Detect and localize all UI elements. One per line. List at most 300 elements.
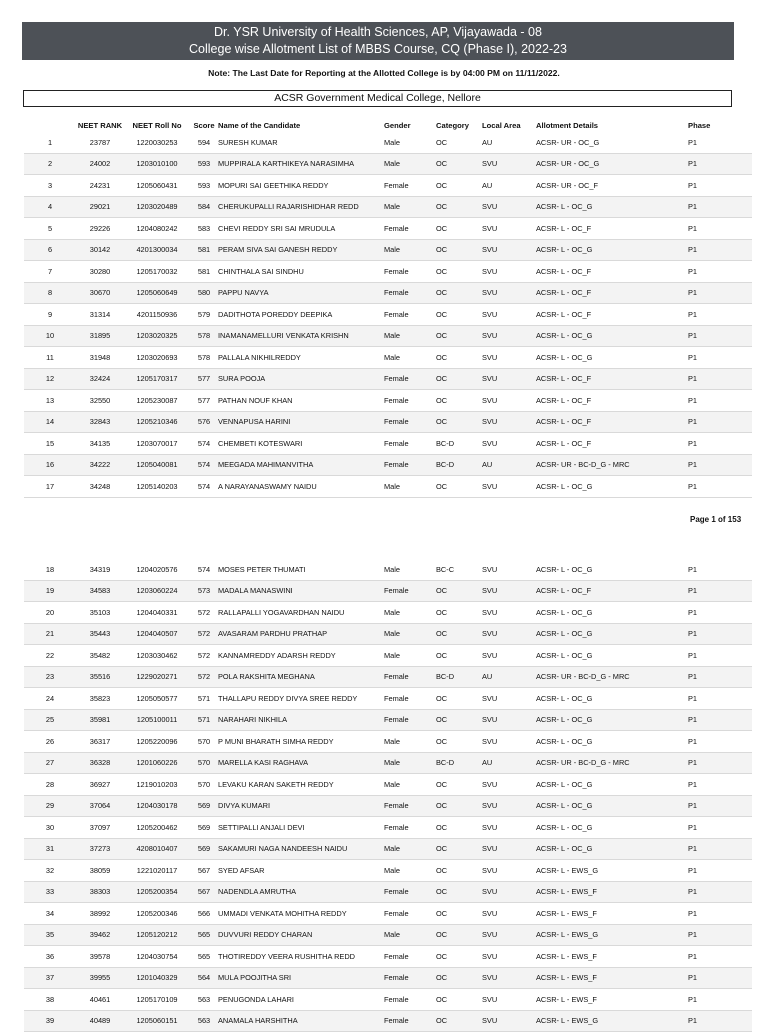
- cell-allotment-details: ACSR- L - OC_G: [536, 795, 688, 817]
- cell-phase: P1: [688, 261, 752, 283]
- cell-allotment-details: ACSR- L - EWS_F: [536, 881, 688, 903]
- cell-candidate-name: AVASARAM PARDHU PRATHAP: [218, 623, 384, 645]
- cell-allotment-details: ACSR- UR - BC-D_G - MRC: [536, 454, 688, 476]
- cell-candidate-name: SURA POOJA: [218, 368, 384, 390]
- cell-neet-rank: 24002: [76, 153, 124, 175]
- cell-allotment-details: ACSR- L - OC_F: [536, 261, 688, 283]
- table-row: [24, 368, 752, 390]
- cell-gender: Female: [384, 709, 436, 731]
- cell-neet-rank: 30142: [76, 239, 124, 261]
- cell-neet-rank: 36328: [76, 752, 124, 774]
- table-row: [24, 218, 752, 240]
- cell-score: 570: [190, 731, 218, 753]
- cell-gender: Female: [384, 411, 436, 433]
- cell-local-area: SVU: [482, 924, 536, 946]
- cell-candidate-name: CHEVI REDDY SRI SAI MRUDULA: [218, 218, 384, 240]
- cell-phase: P1: [688, 175, 752, 197]
- cell-gender: Male: [384, 132, 436, 153]
- cell-local-area: SVU: [482, 368, 536, 390]
- cell-phase: P1: [688, 304, 752, 326]
- cell-local-area: SVU: [482, 325, 536, 347]
- cell-sno: 21: [24, 623, 76, 645]
- cell-sno: 22: [24, 645, 76, 667]
- cell-gender: Female: [384, 218, 436, 240]
- cell-local-area: SVU: [482, 433, 536, 455]
- col-header-gender: Gender: [384, 120, 411, 130]
- cell-category: OC: [436, 325, 482, 347]
- cell-sno: 3: [24, 175, 76, 197]
- cell-gender: Female: [384, 688, 436, 710]
- cell-category: BC-D: [436, 433, 482, 455]
- cell-phase: P1: [688, 153, 752, 175]
- cell-allotment-details: ACSR- L - OC_G: [536, 731, 688, 753]
- cell-sno: 4: [24, 196, 76, 218]
- cell-phase: P1: [688, 688, 752, 710]
- cell-gender: Female: [384, 817, 436, 839]
- cell-neet-roll-no: 4201150936: [124, 304, 190, 326]
- col-header-neet-roll-no: NEET Roll No: [132, 120, 182, 130]
- cell-gender: Female: [384, 946, 436, 968]
- cell-neet-rank: 35823: [76, 688, 124, 710]
- cell-sno: 5: [24, 218, 76, 240]
- cell-phase: P1: [688, 946, 752, 968]
- cell-gender: Female: [384, 666, 436, 688]
- cell-score: 581: [190, 239, 218, 261]
- cell-gender: Male: [384, 752, 436, 774]
- cell-candidate-name: DIVYA KUMARI: [218, 795, 384, 817]
- cell-neet-rank: 39955: [76, 967, 124, 989]
- table-row: [24, 817, 752, 839]
- cell-neet-roll-no: 1204040331: [124, 602, 190, 624]
- col-header-category: Category: [436, 120, 469, 130]
- cell-candidate-name: LEVAKU KARAN SAKETH REDDY: [218, 774, 384, 796]
- cell-sno: 7: [24, 261, 76, 283]
- cell-phase: P1: [688, 881, 752, 903]
- cell-category: OC: [436, 709, 482, 731]
- cell-neet-roll-no: 1201060226: [124, 752, 190, 774]
- cell-category: BC-C: [436, 559, 482, 580]
- cell-score: 574: [190, 433, 218, 455]
- cell-candidate-name: THOTIREDDY VEERA RUSHITHA REDD: [218, 946, 384, 968]
- table-row: [24, 666, 752, 688]
- cell-local-area: SVU: [482, 860, 536, 882]
- table-row: [24, 903, 752, 925]
- cell-category: OC: [436, 817, 482, 839]
- cell-neet-rank: 23787: [76, 132, 124, 153]
- cell-phase: P1: [688, 924, 752, 946]
- cell-phase: P1: [688, 645, 752, 667]
- cell-category: OC: [436, 946, 482, 968]
- cell-neet-rank: 34319: [76, 559, 124, 580]
- cell-phase: P1: [688, 817, 752, 839]
- cell-category: OC: [436, 688, 482, 710]
- table-row: [24, 580, 752, 602]
- cell-neet-rank: 30280: [76, 261, 124, 283]
- cell-local-area: SVU: [482, 881, 536, 903]
- cell-candidate-name: MARELLA KASI RAGHAVA: [218, 752, 384, 774]
- cell-neet-roll-no: 1219010203: [124, 774, 190, 796]
- cell-sno: 16: [24, 454, 76, 476]
- cell-neet-rank: 24231: [76, 175, 124, 197]
- cell-phase: P1: [688, 282, 752, 304]
- cell-local-area: SVU: [482, 347, 536, 369]
- cell-neet-rank: 38992: [76, 903, 124, 925]
- cell-score: 565: [190, 946, 218, 968]
- cell-candidate-name: PAPPU NAVYA: [218, 282, 384, 304]
- cell-allotment-details: ACSR- L - OC_G: [536, 645, 688, 667]
- table-row: [24, 261, 752, 283]
- table-row: [24, 774, 752, 796]
- cell-local-area: SVU: [482, 623, 536, 645]
- cell-score: 570: [190, 774, 218, 796]
- cell-neet-roll-no: 1203020693: [124, 347, 190, 369]
- cell-candidate-name: PALLALA NIKHILREDDY: [218, 347, 384, 369]
- cell-neet-rank: 29226: [76, 218, 124, 240]
- cell-gender: Male: [384, 347, 436, 369]
- cell-phase: P1: [688, 433, 752, 455]
- cell-score: 574: [190, 559, 218, 580]
- cell-local-area: AU: [482, 175, 536, 197]
- cell-allotment-details: ACSR- L - OC_G: [536, 239, 688, 261]
- cell-score: 564: [190, 967, 218, 989]
- cell-neet-rank: 40461: [76, 989, 124, 1011]
- cell-local-area: SVU: [482, 390, 536, 412]
- cell-candidate-name: PERAM SIVA SAI GANESH REDDY: [218, 239, 384, 261]
- cell-allotment-details: ACSR- L - OC_G: [536, 559, 688, 580]
- cell-gender: Male: [384, 196, 436, 218]
- cell-candidate-name: PENUGONDA LAHARI: [218, 989, 384, 1011]
- cell-neet-roll-no: 1205200354: [124, 881, 190, 903]
- cell-phase: P1: [688, 559, 752, 580]
- cell-candidate-name: THALLAPU REDDY DIVYA SREE REDDY: [218, 688, 384, 710]
- cell-phase: P1: [688, 795, 752, 817]
- cell-local-area: SVU: [482, 838, 536, 860]
- cell-local-area: SVU: [482, 196, 536, 218]
- cell-score: 571: [190, 709, 218, 731]
- cell-phase: P1: [688, 390, 752, 412]
- cell-neet-rank: 34248: [76, 476, 124, 498]
- cell-neet-rank: 34135: [76, 433, 124, 455]
- cell-gender: Female: [384, 580, 436, 602]
- cell-neet-rank: 40489: [76, 1010, 124, 1032]
- cell-allotment-details: ACSR- L - EWS_F: [536, 989, 688, 1011]
- page-number: Page 1 of 153: [690, 515, 742, 524]
- cell-score: 579: [190, 304, 218, 326]
- cell-local-area: SVU: [482, 153, 536, 175]
- cell-candidate-name: SURESH KUMAR: [218, 132, 384, 153]
- cell-sno: 20: [24, 602, 76, 624]
- cell-neet-roll-no: 1205170109: [124, 989, 190, 1011]
- allotment-table-page-1: [24, 118, 752, 498]
- table-row: [24, 602, 752, 624]
- cell-candidate-name: NARAHARI NIKHILA: [218, 709, 384, 731]
- table-row: [24, 476, 752, 498]
- cell-gender: Female: [384, 261, 436, 283]
- cell-category: OC: [436, 239, 482, 261]
- cell-allotment-details: ACSR- L - EWS_F: [536, 903, 688, 925]
- cell-sno: 30: [24, 817, 76, 839]
- cell-gender: Female: [384, 175, 436, 197]
- cell-allotment-details: ACSR- L - EWS_F: [536, 967, 688, 989]
- cell-neet-roll-no: 1203020325: [124, 325, 190, 347]
- col-header-allotment-details: Allotment Details: [536, 120, 599, 130]
- cell-sno: 36: [24, 946, 76, 968]
- cell-category: OC: [436, 175, 482, 197]
- cell-allotment-details: ACSR- UR - OC_F: [536, 175, 688, 197]
- cell-neet-roll-no: 1204080242: [124, 218, 190, 240]
- cell-local-area: SVU: [482, 989, 536, 1011]
- cell-gender: Female: [384, 795, 436, 817]
- cell-candidate-name: MOSES PETER THUMATI: [218, 559, 384, 580]
- col-header-phase: Phase: [688, 120, 711, 130]
- table-row: [24, 860, 752, 882]
- table-row: [24, 731, 752, 753]
- cell-category: OC: [436, 153, 482, 175]
- cell-allotment-details: ACSR- L - OC_G: [536, 347, 688, 369]
- cell-candidate-name: SYED AFSAR: [218, 860, 384, 882]
- cell-score: 571: [190, 688, 218, 710]
- cell-candidate-name: SAKAMURI NAGA NANDEESH NAIDU: [218, 838, 384, 860]
- table-row: [24, 196, 752, 218]
- table-row: [24, 153, 752, 175]
- cell-allotment-details: ACSR- L - OC_F: [536, 433, 688, 455]
- col-header-score: Score: [193, 120, 215, 130]
- cell-category: OC: [436, 218, 482, 240]
- cell-candidate-name: MADALA MANASWINI: [218, 580, 384, 602]
- cell-neet-rank: 29021: [76, 196, 124, 218]
- cell-neet-roll-no: 1203060224: [124, 580, 190, 602]
- cell-category: OC: [436, 602, 482, 624]
- col-header-neet-rank: NEET RANK: [77, 120, 123, 130]
- cell-neet-rank: 35981: [76, 709, 124, 731]
- college-name-box: ACSR Government Medical College, Nellore: [23, 90, 732, 107]
- cell-neet-rank: 32424: [76, 368, 124, 390]
- cell-candidate-name: UMMADI VENKATA MOHITHA REDDY: [218, 903, 384, 925]
- cell-allotment-details: ACSR- L - OC_G: [536, 325, 688, 347]
- cell-neet-roll-no: 1204030754: [124, 946, 190, 968]
- cell-local-area: SVU: [482, 967, 536, 989]
- cell-candidate-name: VENNAPUSA HARINI: [218, 411, 384, 433]
- cell-local-area: SVU: [482, 731, 536, 753]
- cell-neet-roll-no: 1205200462: [124, 817, 190, 839]
- cell-allotment-details: ACSR- L - EWS_G: [536, 860, 688, 882]
- cell-allotment-details: ACSR- UR - BC-D_G - MRC: [536, 752, 688, 774]
- cell-gender: Male: [384, 623, 436, 645]
- cell-category: OC: [436, 282, 482, 304]
- table-row: [24, 325, 752, 347]
- cell-neet-rank: 35443: [76, 623, 124, 645]
- table-row: [24, 752, 752, 774]
- cell-phase: P1: [688, 989, 752, 1011]
- cell-gender: Male: [384, 731, 436, 753]
- cell-phase: P1: [688, 196, 752, 218]
- cell-category: OC: [436, 1010, 482, 1032]
- cell-neet-roll-no: 1205060151: [124, 1010, 190, 1032]
- cell-phase: P1: [688, 580, 752, 602]
- cell-score: 573: [190, 580, 218, 602]
- cell-neet-rank: 35482: [76, 645, 124, 667]
- cell-phase: P1: [688, 709, 752, 731]
- cell-allotment-details: ACSR- L - EWS_G: [536, 1010, 688, 1032]
- cell-sno: 38: [24, 989, 76, 1011]
- cell-allotment-details: ACSR- L - OC_G: [536, 838, 688, 860]
- cell-neet-rank: 32843: [76, 411, 124, 433]
- table-row: [24, 967, 752, 989]
- cell-neet-roll-no: 1205230087: [124, 390, 190, 412]
- cell-category: OC: [436, 261, 482, 283]
- cell-gender: Male: [384, 924, 436, 946]
- cell-neet-roll-no: 1205060431: [124, 175, 190, 197]
- cell-neet-roll-no: 1205170317: [124, 368, 190, 390]
- cell-candidate-name: CHINTHALA SAI SINDHU: [218, 261, 384, 283]
- cell-neet-roll-no: 1205170032: [124, 261, 190, 283]
- cell-score: 580: [190, 282, 218, 304]
- cell-neet-roll-no: 1229020271: [124, 666, 190, 688]
- cell-phase: P1: [688, 838, 752, 860]
- cell-score: 566: [190, 903, 218, 925]
- cell-candidate-name: DUVVURI REDDY CHARAN: [218, 924, 384, 946]
- cell-sno: 11: [24, 347, 76, 369]
- cell-phase: P1: [688, 347, 752, 369]
- table-row: [24, 239, 752, 261]
- table-row: [24, 838, 752, 860]
- cell-sno: 14: [24, 411, 76, 433]
- cell-neet-roll-no: 1220030253: [124, 132, 190, 153]
- cell-local-area: AU: [482, 752, 536, 774]
- cell-sno: 27: [24, 752, 76, 774]
- cell-category: OC: [436, 476, 482, 498]
- table-row: [24, 454, 752, 476]
- cell-allotment-details: ACSR- L - OC_F: [536, 304, 688, 326]
- cell-sno: 17: [24, 476, 76, 498]
- cell-gender: Male: [384, 860, 436, 882]
- cell-local-area: SVU: [482, 795, 536, 817]
- cell-neet-roll-no: 1204030178: [124, 795, 190, 817]
- cell-candidate-name: NADENDLA AMRUTHA: [218, 881, 384, 903]
- cell-phase: P1: [688, 860, 752, 882]
- cell-gender: Female: [384, 903, 436, 925]
- table-row: [24, 175, 752, 197]
- cell-allotment-details: ACSR- L - OC_G: [536, 476, 688, 498]
- table-header-row: [24, 118, 752, 132]
- cell-neet-roll-no: 1205220096: [124, 731, 190, 753]
- cell-allotment-details: ACSR- L - OC_F: [536, 580, 688, 602]
- cell-neet-rank: 32550: [76, 390, 124, 412]
- table-row: [24, 946, 752, 968]
- table-row: [24, 924, 752, 946]
- cell-category: OC: [436, 347, 482, 369]
- cell-phase: P1: [688, 666, 752, 688]
- cell-gender: Female: [384, 282, 436, 304]
- cell-local-area: SVU: [482, 476, 536, 498]
- cell-candidate-name: KANNAMREDDY ADARSH REDDY: [218, 645, 384, 667]
- cell-local-area: SVU: [482, 218, 536, 240]
- cell-allotment-details: ACSR- L - EWS_G: [536, 924, 688, 946]
- cell-phase: P1: [688, 731, 752, 753]
- cell-sno: 6: [24, 239, 76, 261]
- cell-phase: P1: [688, 239, 752, 261]
- cell-neet-rank: 31895: [76, 325, 124, 347]
- cell-candidate-name: PATHAN NOUF KHAN: [218, 390, 384, 412]
- cell-candidate-name: MOPURI SAI GEETHIKA REDDY: [218, 175, 384, 197]
- cell-neet-roll-no: 1205140203: [124, 476, 190, 498]
- cell-sno: 24: [24, 688, 76, 710]
- cell-score: 577: [190, 368, 218, 390]
- cell-gender: Male: [384, 645, 436, 667]
- cell-gender: Male: [384, 602, 436, 624]
- document-header-banner: [22, 22, 734, 60]
- cell-neet-roll-no: 1203020489: [124, 196, 190, 218]
- cell-neet-rank: 37273: [76, 838, 124, 860]
- cell-gender: Male: [384, 325, 436, 347]
- cell-sno: 12: [24, 368, 76, 390]
- cell-score: 563: [190, 1010, 218, 1032]
- cell-neet-rank: 31314: [76, 304, 124, 326]
- table-row: [24, 347, 752, 369]
- table-row: [24, 411, 752, 433]
- cell-candidate-name: INAMANAMELLURI VENKATA KRISHN: [218, 325, 384, 347]
- cell-neet-rank: 30670: [76, 282, 124, 304]
- cell-neet-roll-no: 1205120212: [124, 924, 190, 946]
- cell-neet-roll-no: 1205200346: [124, 903, 190, 925]
- cell-sno: 39: [24, 1010, 76, 1032]
- cell-category: OC: [436, 196, 482, 218]
- cell-neet-roll-no: 1204040507: [124, 623, 190, 645]
- cell-category: OC: [436, 795, 482, 817]
- cell-category: BC-D: [436, 666, 482, 688]
- cell-sno: 9: [24, 304, 76, 326]
- cell-score: 567: [190, 881, 218, 903]
- cell-allotment-details: ACSR- L - OC_F: [536, 368, 688, 390]
- cell-gender: Male: [384, 838, 436, 860]
- cell-category: OC: [436, 838, 482, 860]
- cell-score: 578: [190, 325, 218, 347]
- cell-score: 583: [190, 218, 218, 240]
- cell-sno: 28: [24, 774, 76, 796]
- cell-allotment-details: ACSR- L - OC_G: [536, 817, 688, 839]
- table-row: [24, 709, 752, 731]
- cell-category: OC: [436, 731, 482, 753]
- cell-local-area: SVU: [482, 261, 536, 283]
- cell-sno: 18: [24, 559, 76, 580]
- cell-phase: P1: [688, 903, 752, 925]
- cell-allotment-details: ACSR- L - EWS_F: [536, 946, 688, 968]
- cell-candidate-name: RALLAPALLI YOGAVARDHAN NAIDU: [218, 602, 384, 624]
- table-row: [24, 132, 752, 153]
- cell-sno: 37: [24, 967, 76, 989]
- table-row: [24, 304, 752, 326]
- cell-gender: Male: [384, 153, 436, 175]
- cell-allotment-details: ACSR- L - OC_G: [536, 623, 688, 645]
- cell-sno: 15: [24, 433, 76, 455]
- cell-score: 577: [190, 390, 218, 412]
- cell-score: 578: [190, 347, 218, 369]
- cell-candidate-name: P MUNI BHARATH SIMHA REDDY: [218, 731, 384, 753]
- cell-score: 572: [190, 666, 218, 688]
- cell-sno: 29: [24, 795, 76, 817]
- cell-allotment-details: ACSR- L - OC_G: [536, 688, 688, 710]
- cell-category: OC: [436, 411, 482, 433]
- cell-neet-roll-no: 1205040081: [124, 454, 190, 476]
- cell-local-area: SVU: [482, 903, 536, 925]
- cell-sno: 33: [24, 881, 76, 903]
- cell-neet-roll-no: 1203070017: [124, 433, 190, 455]
- cell-allotment-details: ACSR- L - OC_G: [536, 709, 688, 731]
- cell-category: BC-D: [436, 454, 482, 476]
- cell-local-area: AU: [482, 666, 536, 688]
- cell-score: 563: [190, 989, 218, 1011]
- cell-phase: P1: [688, 325, 752, 347]
